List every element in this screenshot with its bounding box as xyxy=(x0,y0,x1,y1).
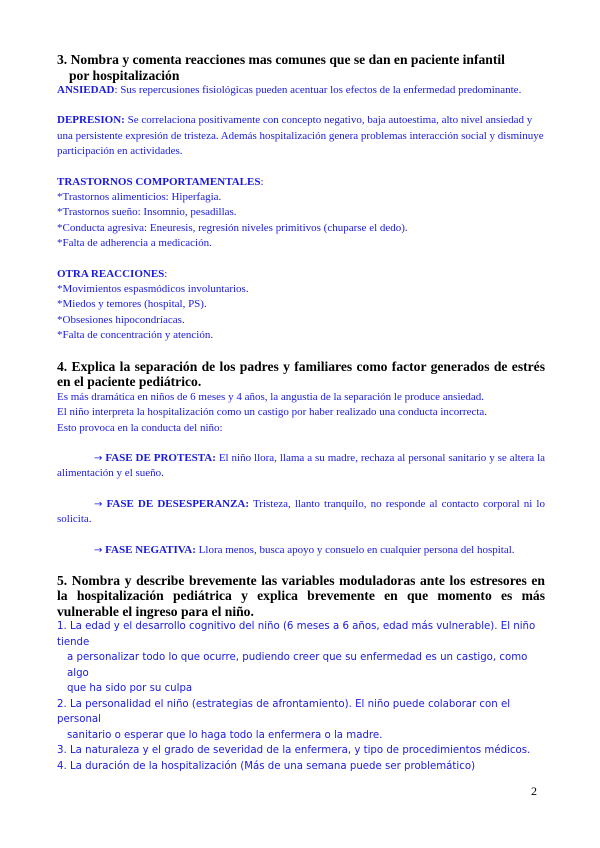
phase-negativa xyxy=(57,543,545,558)
trastornos-colon: : xyxy=(260,175,264,188)
list-item: 1. La edad y el desarrollo cognitivo del niño (6 meses a 6 años, edad más vulnerable). El niño tiende xyxy=(57,621,536,648)
phase-desesperanza-text: Tristeza, llanto tranquilo, no responde al contacto corporal ni lo solicita. xyxy=(57,497,545,526)
trastornos-label: TRASTORNOS COMPORTAMENTALES xyxy=(57,175,261,188)
arrow-right-icon: → xyxy=(94,452,103,464)
ansiedad-paragraph xyxy=(57,83,545,98)
phase-desesperanza xyxy=(57,497,545,528)
q3-title-line1: 3. Nombra y comenta reacciones mas comunes que se dan en paciente infantil xyxy=(57,52,505,67)
list-item: *Trastornos sueño: Insomnio, pesadillas. xyxy=(57,206,237,219)
q3-heading xyxy=(57,52,545,83)
otras-colon: : xyxy=(164,267,168,280)
document-page xyxy=(57,52,545,774)
phase-protesta xyxy=(57,451,545,482)
list-item: 4. La duración de la hospitalización (Más de una semana puede ser problemático) xyxy=(57,760,476,772)
arrow-right-icon: → xyxy=(94,498,103,510)
q5-heading: 5. Nombra y describe brevemente las variables moduladoras ante los estresores en la hospitalización pediátrica y explica brevemente en que momento es más vulnerable el ingreso para el niño. xyxy=(57,572,545,619)
list-item: *Conducta agresiva: Eneuresis, regresión niveles primitivos (chuparse el dedo). xyxy=(57,221,408,234)
list-item-continuation: que ha sido por su culpa xyxy=(67,683,193,695)
q4-intro-line: Esto provoca en la conducta del niño: xyxy=(57,421,223,434)
page-number: 2 xyxy=(531,784,537,798)
trastornos-block xyxy=(57,175,545,252)
phase-negativa-label: FASE NEGATIVA: xyxy=(105,543,196,556)
q4-intro-line: El niño interpreta la hospitalización como un castigo por haber realizado una conducta incorrecta. xyxy=(57,406,488,419)
q4-heading: 4. Explica la separación de los padres y familiares como factor generados de estrés en el paciente pediátrico. xyxy=(57,358,545,390)
ansiedad-text: : Sus repercusiones fisiológicas pueden acentuar los efectos de la enfermedad predominante. xyxy=(114,84,522,96)
list-item: 2. La personalidad el niño (estrategias de afrontamiento). El niño puede colaborar con el personal xyxy=(57,698,511,726)
otras-block xyxy=(57,267,545,344)
list-item: 3. La naturaleza y el grado de severidad de la enfermera, y tipo de procedimientos médicos. xyxy=(57,745,531,757)
depresion-paragraph xyxy=(57,113,545,159)
list-item: *Movimientos espasmódicos involuntarios. xyxy=(57,283,249,296)
phase-desesperanza-label: FASE DE DESESPERANZA: xyxy=(106,497,250,510)
phase-negativa-text: Llora menos, busca apoyo y consuelo en cualquier persona del hospital. xyxy=(195,543,515,556)
otras-label: OTRA REACCIONES xyxy=(57,267,165,280)
phase-protesta-text: El niño llora, llama a su madre, rechaza al personal sanitario y se altera la alimentación y el sueño. xyxy=(57,451,546,480)
phase-protesta-label: FASE DE PROTESTA: xyxy=(105,451,216,464)
depresion-label: DEPRESION: xyxy=(57,114,125,127)
q3-title-line2: por hospitalización xyxy=(69,67,180,83)
list-item-continuation: a personalizar todo lo que ocurre, pudiendo creer que su enfermedad es un castigo, como algo xyxy=(67,652,528,679)
list-item: *Falta de concentración y atención. xyxy=(57,329,214,342)
list-item-continuation: sanitario o esperar que lo haga todo la enfermera o la madre. xyxy=(67,729,383,741)
arrow-right-icon: → xyxy=(94,544,103,556)
ansiedad-label: ANSIEDAD xyxy=(57,84,115,96)
q5-list xyxy=(57,619,545,774)
list-item: *Obsesiones hipocondríacas. xyxy=(57,313,185,326)
depresion-text: Se correlaciona positivamente con concepto negativo, baja autoestima, alto nivel ansiedad y una persistente expresión de tristeza. Además hospitalización genera problemas interacción social y disminuye participación en actividades. xyxy=(57,114,544,158)
list-item: *Trastornos alimenticios: Hiperfagia. xyxy=(57,191,222,204)
list-item: *Miedos y temores (hospital, PS). xyxy=(57,298,207,311)
list-item: *Falta de adherencia a medicación. xyxy=(57,237,212,250)
q4-intro-line: Es más dramática en niños de 6 meses y 4 años, la angustia de la separación le produce ansiedad. xyxy=(57,390,485,403)
q4-intro xyxy=(57,390,545,436)
